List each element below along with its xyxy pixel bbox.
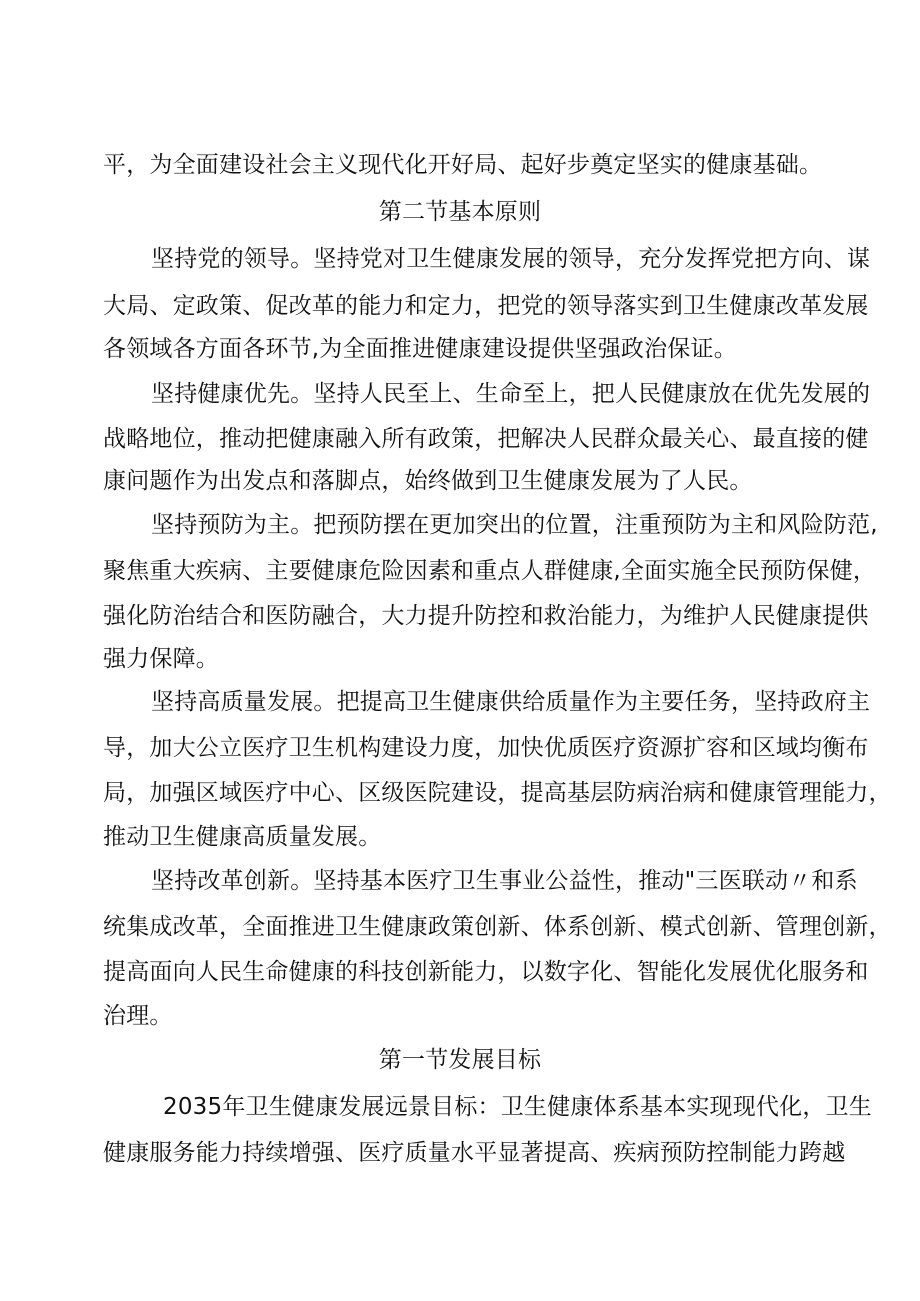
paragraph-party-leadership-line-3: 各领域各方面各环节,为全面推进健康建设提供坚强政治保证。 xyxy=(103,336,737,362)
opening-line: 平，为全面建设社会主义现代化开好局、起好步奠定坚实的健康基础。 xyxy=(103,152,823,178)
paragraph-reform-line-2: 统集成改革，全面推进卫生健康政策创新、体系创新、模式创新、管理创新， xyxy=(103,914,892,940)
paragraph-health-priority-line-1: 坚持健康优先。坚持人民至上、生命至上，把人民健康放在优先发展的 xyxy=(151,381,871,407)
paragraph-prevention-line-1: 坚持预防为主。把预防摆在更加突出的位置，注重预防为主和风险防范, xyxy=(151,512,878,538)
paragraph-goals-line-2: 健康服务能力持续增强、医疗质量水平显著提高、疾病预防控制能力跨越 xyxy=(103,1140,846,1166)
paragraph-quality-line-3: 局，加强区域医疗中心、区级医院建设，提高基层防病治病和健康管理能力， xyxy=(103,780,892,806)
paragraph-reform-line-4: 治理。 xyxy=(103,1003,173,1029)
paragraph-quality-line-2: 导，加大公立医疗卫生机构建设力度，加快优质医疗资源扩容和区域均衡布 xyxy=(103,735,869,761)
section-heading-principles: 第二节基本原则 xyxy=(378,199,542,225)
paragraph-reform-line-3: 提高面向人民生命健康的科技创新能力，以数字化、智能化发展优化服务和 xyxy=(103,959,869,985)
paragraph-goals-line-1: 2035年卫生健康发展远景目标：卫生健康体系基本实现现代化，卫生 xyxy=(163,1094,872,1120)
paragraph-health-priority-line-3: 康问题作为出发点和落脚点，始终做到卫生健康发展为了人民。 xyxy=(103,468,753,494)
section-heading-goals: 第一节发展目标 xyxy=(378,1047,542,1073)
paragraph-prevention-line-3: 强化防治结合和医防融合，大力提升防控和救治能力，为维护人民健康提供 xyxy=(103,603,869,629)
paragraph-prevention-line-2: 聚焦重大疾病、主要健康危险因素和重点人群健康,全面实施全民预防保健， xyxy=(103,558,877,584)
paragraph-health-priority-line-2: 战略地位，推动把健康融入所有政策，把解决人民群众最关心、最直接的健 xyxy=(103,426,869,452)
paragraph-quality-line-1: 坚持高质量发展。把提高卫生健康供给质量作为主要任务，坚持政府主 xyxy=(151,689,871,715)
paragraph-party-leadership-line-1: 坚持党的领导。坚持党对卫生健康发展的领导，充分发挥党把方向、谋 xyxy=(151,246,871,272)
paragraph-quality-line-4: 推动卫生健康高质量发展。 xyxy=(103,824,382,850)
paragraph-prevention-line-4: 强力保障。 xyxy=(103,646,219,672)
paragraph-reform-line-1: 坚持改革创新。坚持基本医疗卫生事业公益性，推动"三医联动〃和系 xyxy=(151,868,858,894)
paragraph-party-leadership-line-2: 大局、定政策、促改革的能力和定力，把党的领导落实到卫生健康改革发展 xyxy=(103,293,869,319)
